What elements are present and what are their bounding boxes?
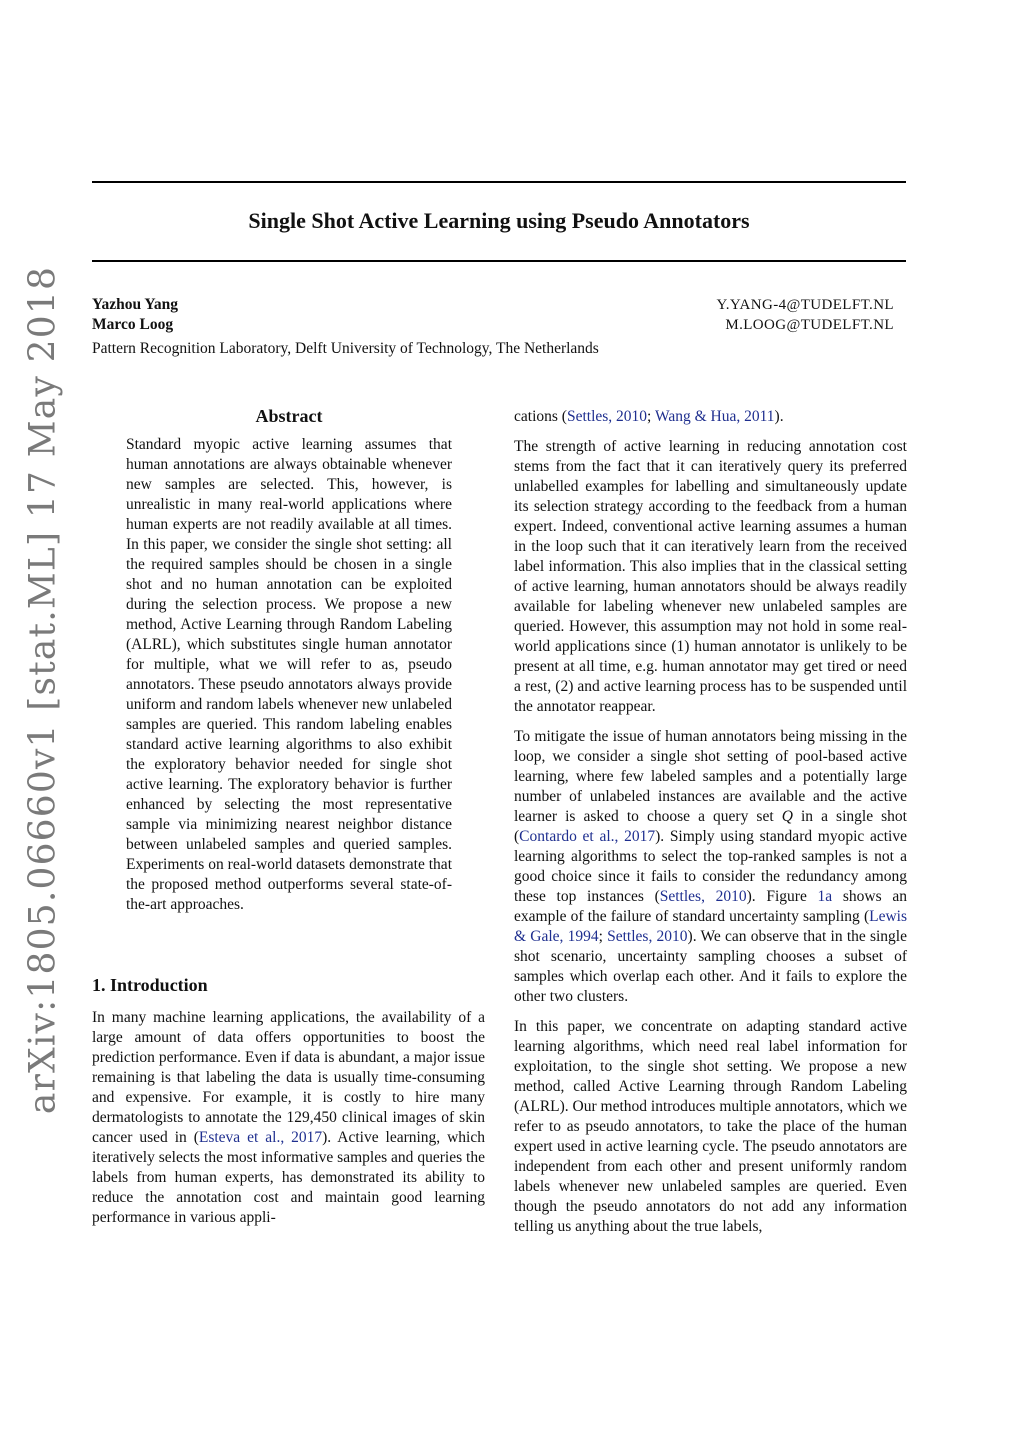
citation-link[interactable]: Settles, 2010 [659, 888, 747, 905]
author-name: Marco Loog [92, 316, 174, 333]
text-run: ; [647, 408, 655, 425]
citation-link[interactable]: Esteva et al., 2017 [198, 1129, 323, 1146]
text-run: cations ( [514, 408, 567, 425]
text-run: ). We can observe that in the single shot scenario, uncertainty sampling chooses a subset of samples which overlap each other. And it fails to explore the other two clusters. [514, 928, 907, 1005]
section-heading-introduction: 1. Introduction [92, 975, 208, 995]
author-name: Yazhou Yang [92, 296, 178, 313]
text-run: To mitigate the issue of human annotators being missing in the loop, we consider a single shot setting of pool-based active learning, where few labeled samples and a potentially large number of unlabeled instances are available and the active learner is asked to choose a query set [514, 728, 907, 825]
text-run: In many machine learning applications, the availability of a large amount of data offers opportunities to boost the prediction performance. Even if data is abundant, a major issue remaining is that labeling the data is usually time-consuming and expensive. For example, it is costly to hire many dermatologists to annotate the 129,450 clinical images of skin cancer used in ( [92, 1009, 485, 1146]
citation-link[interactable]: Settles, 2010 [607, 928, 688, 945]
text-run: ). [774, 408, 784, 425]
text-run: in a single shot ( [514, 808, 907, 845]
author-email: M.LOOG@TUDELFT.NL [725, 317, 894, 333]
right-column [514, 407, 907, 1247]
citation-link[interactable]: Settles, 2010 [566, 408, 648, 425]
query-set-symbol: Q [781, 808, 793, 825]
text-run: ). Active learning, which iteratively selects the most informative samples and queries the labels from human experts, has demonstrated its ability to reduce the annotation cost and maintain good learning performance in various appli- [92, 1129, 485, 1226]
intro-paragraph-1-continued [514, 407, 907, 427]
text-run: ; [598, 928, 608, 945]
text-run: ). Figure [746, 888, 818, 905]
intro-paragraph-4: In this paper, we concentrate on adapting standard active learning algorithms, which need real label information for exploitation, to the single shot setting. We propose a new method, called Active Learning through Random Labeling (ALRL). Our method introduces multiple annotators, which we refer to as pseudo annotators, to take the place of the human expert used in active learning cycle. The pseudo annotators are independent from each other and present uniformly random labels whenever new unlabeled samples are queried. Even though the pseudo annotators do not add any information telling us anything about the true labels, [514, 1018, 908, 1235]
text-run: shows an example of the failure of standard uncertainty sampling ( [514, 888, 907, 925]
intro-paragraph-3 [514, 727, 907, 1007]
abstract-text: Standard myopic active learning assumes that human annotations are always obtainable whenever new samples are selected. This, however, is unrealistic in many real-world applications where human experts are not readily available at all times. In this paper, we consider the single shot setting: all the required samples should be chosen in a single shot and no human annotation can be exploited during the selection process. We propose a new method, Active Learning through Random Labeling (ALRL), which substitutes single human annotator for multiple, what we will refer to as, pseudo annotators. These pseudo annotators always provide uniform and random labels whenever new unlabeled samples are queried. This random labeling enables standard active learning algorithms to also exhibit the exploratory behavior needed for single shot active learning. The exploratory behavior is further enhanced by selecting the most representative sample via minimizing nearest neighbor distance between unlabeled samples and queried samples. Experiments on real-world datasets demonstrate that the proposed method outperforms several state-of-the-art approaches. [126, 436, 452, 913]
top-rule [92, 181, 906, 183]
text-run: ). Simply using standard myopic active learning algorithms to select the top-ranked samples is not a good choice since it fails to consider the redundancy among these top instances ( [514, 828, 907, 905]
affiliation: Pattern Recognition Laboratory, Delft University of Technology, The Netherlands [92, 340, 599, 357]
citation-link[interactable]: Wang & Hua, 2011 [654, 408, 775, 425]
citation-link[interactable]: Contardo et al., 2017 [519, 828, 656, 845]
citation-link[interactable]: Lewis & Gale, 1994 [514, 908, 907, 945]
author-email: Y.YANG-4@TUDELFT.NL [716, 297, 894, 313]
paper-title: Single Shot Active Learning using Pseudo Annotators [248, 208, 750, 233]
bottom-rule [92, 260, 906, 262]
figure-reference-link[interactable]: 1a [817, 888, 833, 905]
intro-paragraph-1 [92, 1008, 485, 1228]
arxiv-identifier: arXiv:1805.06660v1 [stat.ML] 17 May 2018 [22, 265, 64, 1115]
abstract-heading: Abstract [255, 406, 323, 426]
intro-paragraph-2: The strength of active learning in reducing annotation cost stems from the fact that it can iteratively query its preferred unlabelled examples for labelling and simultaneously update its selection strategy according to the feedback from a human expert. Indeed, conventional active learning assumes a human in the loop such that it can iteratively learn from the received label information. This also implies that in the classical setting of active learning, human annotators should be always readily available for labeling whenever new unlabeled samples are queried. However, this assumption may not hold in some real-world applications since (1) human annotator is unlikely to be present at all time, e.g. human annotator may get tired or need a rest, (2) and active learning process has to be suspended until the annotator reappear. [514, 438, 907, 715]
